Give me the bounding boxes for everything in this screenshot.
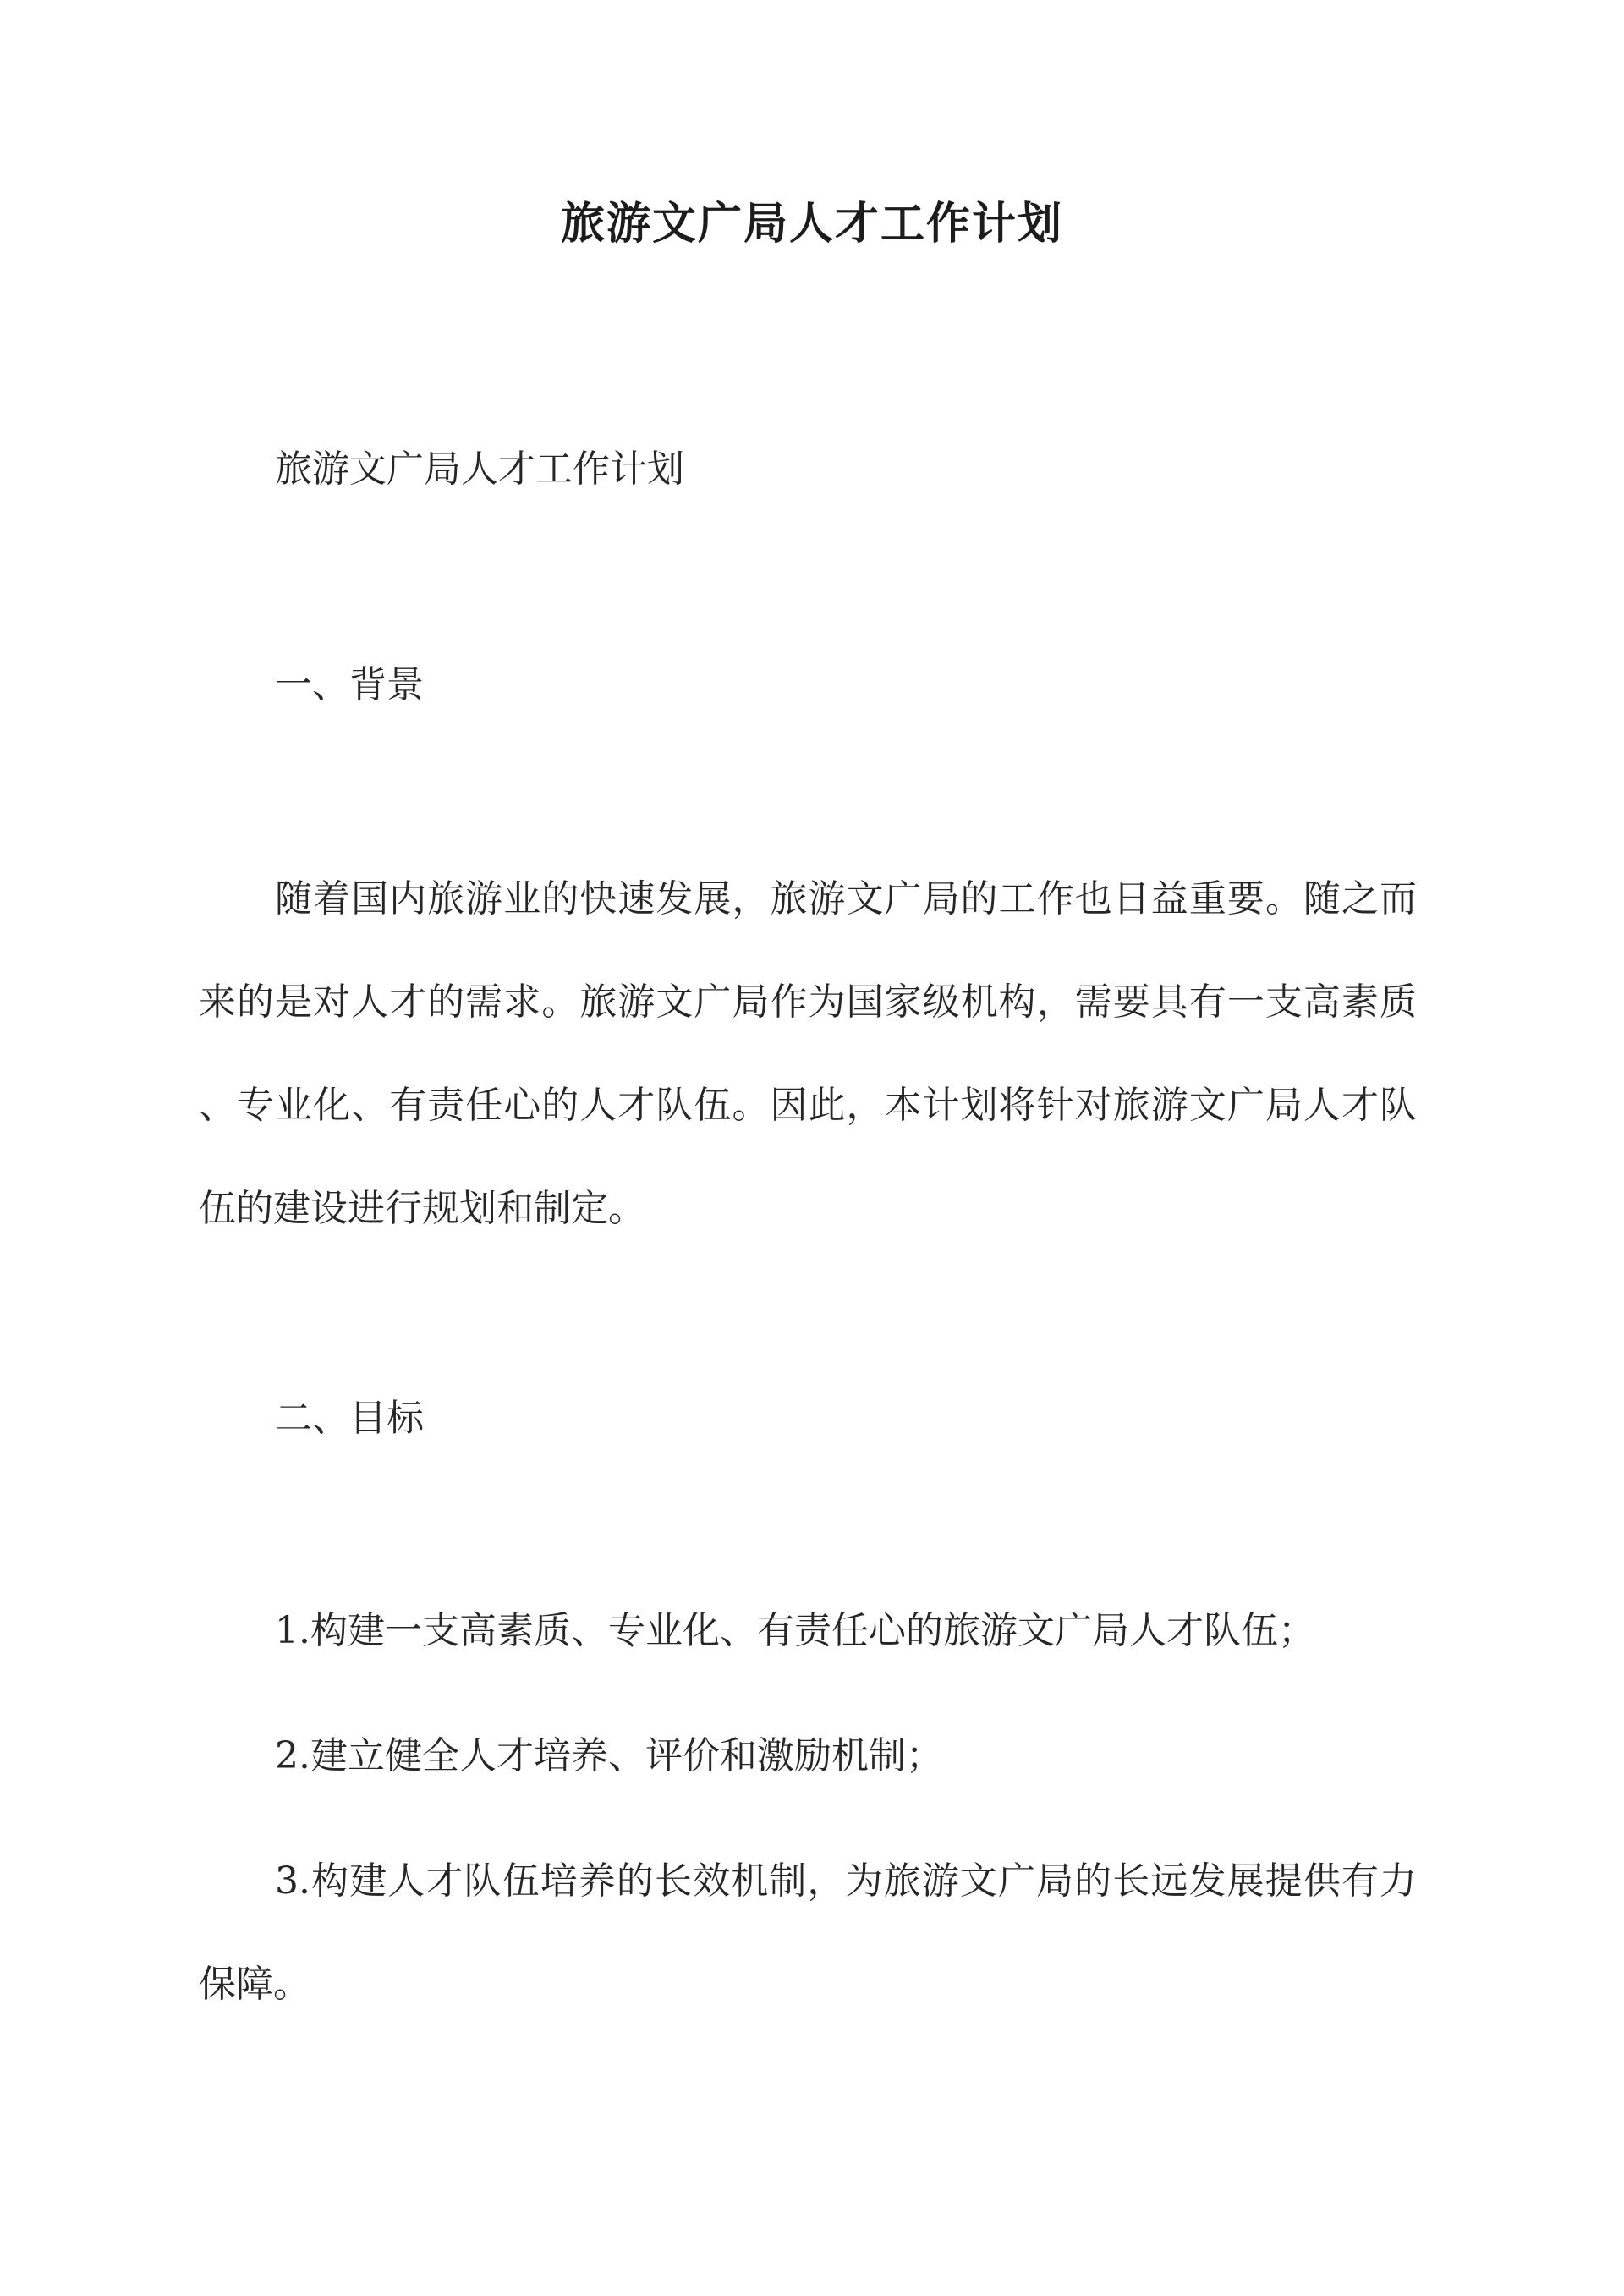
document-title: 旅游文广局人才工作计划 bbox=[560, 198, 1063, 250]
goal-item: 1.构建一支高素质、专业化、有责任心的旅游文广局人才队伍； bbox=[275, 1609, 1315, 1652]
paragraph-line: 、专业化、有责任心的人才队伍。因此，本计划将针对旅游文广局人才队 bbox=[199, 1084, 1417, 1127]
section-heading-background: 一、背景 bbox=[275, 663, 424, 706]
paragraph-line: 来的是对人才的需求。旅游文广局作为国家级机构，需要具有一支高素质 bbox=[199, 980, 1417, 1024]
paragraph-line: 伍的建设进行规划和制定。 bbox=[199, 1187, 645, 1230]
document-subtitle: 旅游文广局人才工作计划 bbox=[275, 448, 684, 491]
section-heading-goals: 二、目标 bbox=[275, 1397, 424, 1440]
goal-item: 2.建立健全人才培养、评价和激励机制； bbox=[275, 1734, 943, 1777]
goal-item-continuation: 保障。 bbox=[199, 1963, 310, 2006]
goal-item: 3.构建人才队伍培养的长效机制，为旅游文广局的长远发展提供有力 bbox=[275, 1859, 1417, 1903]
paragraph-line: 随着国内旅游业的快速发展，旅游文广局的工作也日益重要。随之而 bbox=[275, 877, 1417, 920]
